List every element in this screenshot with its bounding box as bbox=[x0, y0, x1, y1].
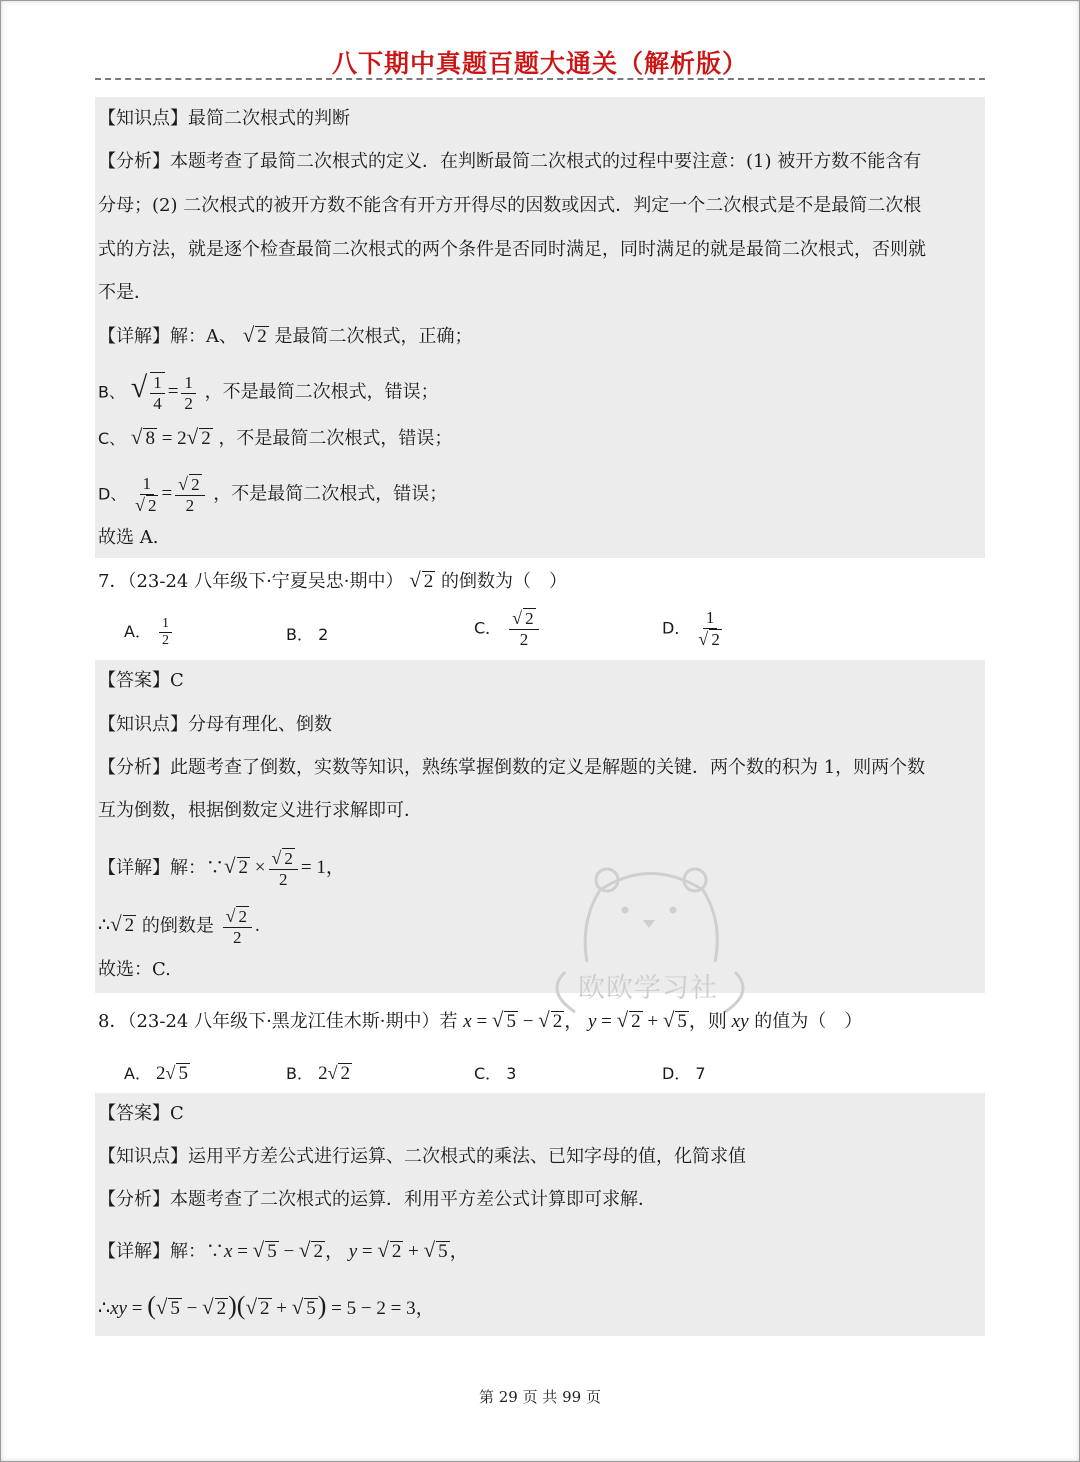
q8-stem-suffix: 的值为（ ） bbox=[754, 1011, 863, 1032]
q8-therefore-expression: ∴xy = (√ 5 − √ 2)(√ 2 + √ 5) = 5 − 2 = 3， bbox=[98, 1291, 435, 1320]
q7-option-d[interactable] bbox=[662, 608, 725, 650]
q6-b-label: B、 bbox=[98, 382, 125, 402]
q7-stem-suffix: 的倒数为（ ） bbox=[441, 571, 568, 592]
q7-option-d-label: D． bbox=[662, 618, 691, 638]
q7-stem-prefix: 7．（23-24 八年级下·宁夏吴忠·期中） bbox=[98, 571, 404, 592]
q8-option-d[interactable] bbox=[662, 1061, 706, 1084]
q6-analysis-line-4: 不是． bbox=[98, 282, 152, 303]
q7-option-a[interactable] bbox=[124, 616, 175, 649]
q6-analysis-line-3: 式的方法，就是逐个检查最简二次根式的两个条件是否同时满足，同时满足的就是最简二次根式，否则就 bbox=[98, 239, 926, 260]
q7-option-b[interactable] bbox=[286, 622, 328, 645]
q8-stem-expression: x = √ 5 − √ 2 ， y = √ 2 + √ 5 ，则 xy bbox=[463, 1008, 749, 1032]
q7-detail bbox=[98, 848, 345, 890]
q6-knowledge: 【知识点】最简二次根式的判断 bbox=[98, 108, 350, 129]
q7-stem-expression: √ 2 bbox=[409, 568, 434, 592]
q6-b-expression: √ $\frac{1}{4}$ = $\frac{1}{2}$ bbox=[131, 381, 199, 402]
watermark-left-eye bbox=[622, 907, 629, 914]
q6-choose: 故选 A. bbox=[98, 527, 159, 548]
q7-answer: 【答案】C bbox=[98, 670, 184, 691]
q8-detail-label: 【详解】解：∵ bbox=[98, 1241, 224, 1262]
q7-option-b-label: B． bbox=[286, 625, 313, 644]
q6-d-expression: $\frac{1}{√ 2}$ = $\frac{√ 2}{2}$ bbox=[132, 483, 208, 504]
q8-option-c[interactable] bbox=[474, 1061, 516, 1084]
header-divider bbox=[95, 78, 985, 80]
q8-stem-prefix: 8．（23-24 八年级下·黑龙江佳木斯·期中）若 bbox=[98, 1011, 458, 1032]
q8-knowledge: 【知识点】运用平方差公式进行运算、二次根式的乘法、已知字母的值，化简求值 bbox=[98, 1146, 746, 1167]
q7-stem bbox=[98, 568, 567, 594]
watermark-right-ear bbox=[684, 869, 706, 891]
q8-option-d-label: D． bbox=[662, 1064, 691, 1083]
q6-detail-b bbox=[98, 372, 439, 414]
q8-option-a-value: 2√ 5 bbox=[156, 1063, 188, 1084]
q8-answer: 【答案】C bbox=[98, 1103, 184, 1124]
q6-a-expression: √ 2 bbox=[242, 323, 267, 347]
q7-analysis-line-2: 互为倒数，根据倒数定义进行求解即可． bbox=[98, 800, 422, 821]
q7-therefore bbox=[98, 906, 260, 948]
q7-option-c-value: $\frac{√ 2}{2}$ bbox=[509, 608, 538, 650]
q6-c-text: ，不是最简二次根式，错误； bbox=[218, 428, 453, 449]
watermark-right-eye bbox=[670, 907, 677, 914]
q7-option-a-label: A． bbox=[124, 622, 151, 641]
q7-knowledge: 【知识点】分母有理化、倒数 bbox=[98, 714, 332, 735]
q6-detail-a bbox=[98, 323, 473, 349]
q6-detail-c bbox=[98, 425, 452, 451]
q8-analysis: 【分析】本题考查了二次根式的运算．利用平方差公式计算即可求解． bbox=[98, 1189, 656, 1210]
q8-detail-expression: x = √ 5 − √ 2 ， y = √ 2 + √ 5 ， bbox=[224, 1238, 469, 1262]
q8-option-b[interactable] bbox=[286, 1061, 352, 1085]
q7-choose: 故选：C. bbox=[98, 959, 171, 980]
q8-detail bbox=[98, 1238, 469, 1264]
document-title: 八下期中真题百题大通关（解析版） bbox=[331, 49, 748, 78]
q8-therefore bbox=[98, 1291, 435, 1321]
q7-therefore-text: 的倒数是 bbox=[141, 915, 214, 937]
page-number: 第 29 页 共 99 页 bbox=[478, 1388, 601, 1406]
q7-option-d-value: $\frac{1}{√ 2}$ bbox=[698, 608, 720, 649]
watermark-text: 欧欧学习社 bbox=[578, 973, 718, 1004]
q8-option-c-value: 3 bbox=[506, 1064, 517, 1083]
q8-option-d-value: 7 bbox=[695, 1064, 706, 1083]
q7-option-c-label: C． bbox=[474, 618, 502, 638]
q6-d-label: D、 bbox=[98, 484, 127, 504]
q6-d-text: ，不是最简二次根式，错误； bbox=[213, 483, 448, 505]
q8-option-c-label: C． bbox=[474, 1064, 502, 1083]
q6-c-label: C、 bbox=[98, 429, 126, 448]
watermark-bear-head bbox=[585, 874, 717, 963]
q7-option-b-value: 2 bbox=[318, 625, 329, 644]
q7-option-a-value: $\frac{1}{2}$ bbox=[159, 616, 172, 649]
watermark-left-ear bbox=[596, 869, 618, 891]
q8-stem bbox=[98, 1008, 862, 1034]
q8-option-b-label: B． bbox=[286, 1064, 313, 1083]
q7-therefore-result: $\frac{√ 2}{2}$ . bbox=[220, 915, 260, 936]
q8-option-b-value: 2√ 2 bbox=[318, 1063, 350, 1084]
q8-option-a-label: A． bbox=[124, 1064, 151, 1083]
q6-detail-a-text: 是最简二次根式，正确； bbox=[274, 326, 473, 347]
q6-b-text: ，不是最简二次根式，错误； bbox=[204, 381, 439, 403]
q7-detail-label: 【详解】解：∵ bbox=[98, 857, 224, 879]
watermark-nose bbox=[643, 920, 655, 928]
q7-option-c[interactable] bbox=[474, 608, 542, 650]
q8-option-a[interactable] bbox=[124, 1061, 190, 1085]
q7-therefore-expression: ∴√ 2 bbox=[98, 912, 135, 937]
q6-detail-d bbox=[98, 474, 447, 516]
q7-analysis-line-1: 【分析】此题考查了倒数，实数等知识，熟练掌握倒数的定义是解题的关键．两个数的积为 1，则两个数 bbox=[98, 757, 926, 778]
q6-analysis-line-1: 【分析】本题考查了最简二次根式的定义．在判断最简二次根式的过程中要注意：(1) 被开方数不能含有 bbox=[98, 151, 922, 172]
q7-detail-expression: √ 2 × $\frac{√ 2}{2}$ = 1， bbox=[224, 848, 345, 889]
q6-analysis-line-2: 分母；(2) 二次根式的被开方数不能含有开方开得尽的因数或因式．判定一个二次根式是不是最简二次根 bbox=[98, 195, 922, 216]
q6-detail-label: 【详解】解：A、 bbox=[98, 326, 237, 347]
q6-c-expression: √ 8 = 2√ 2 bbox=[130, 425, 211, 449]
